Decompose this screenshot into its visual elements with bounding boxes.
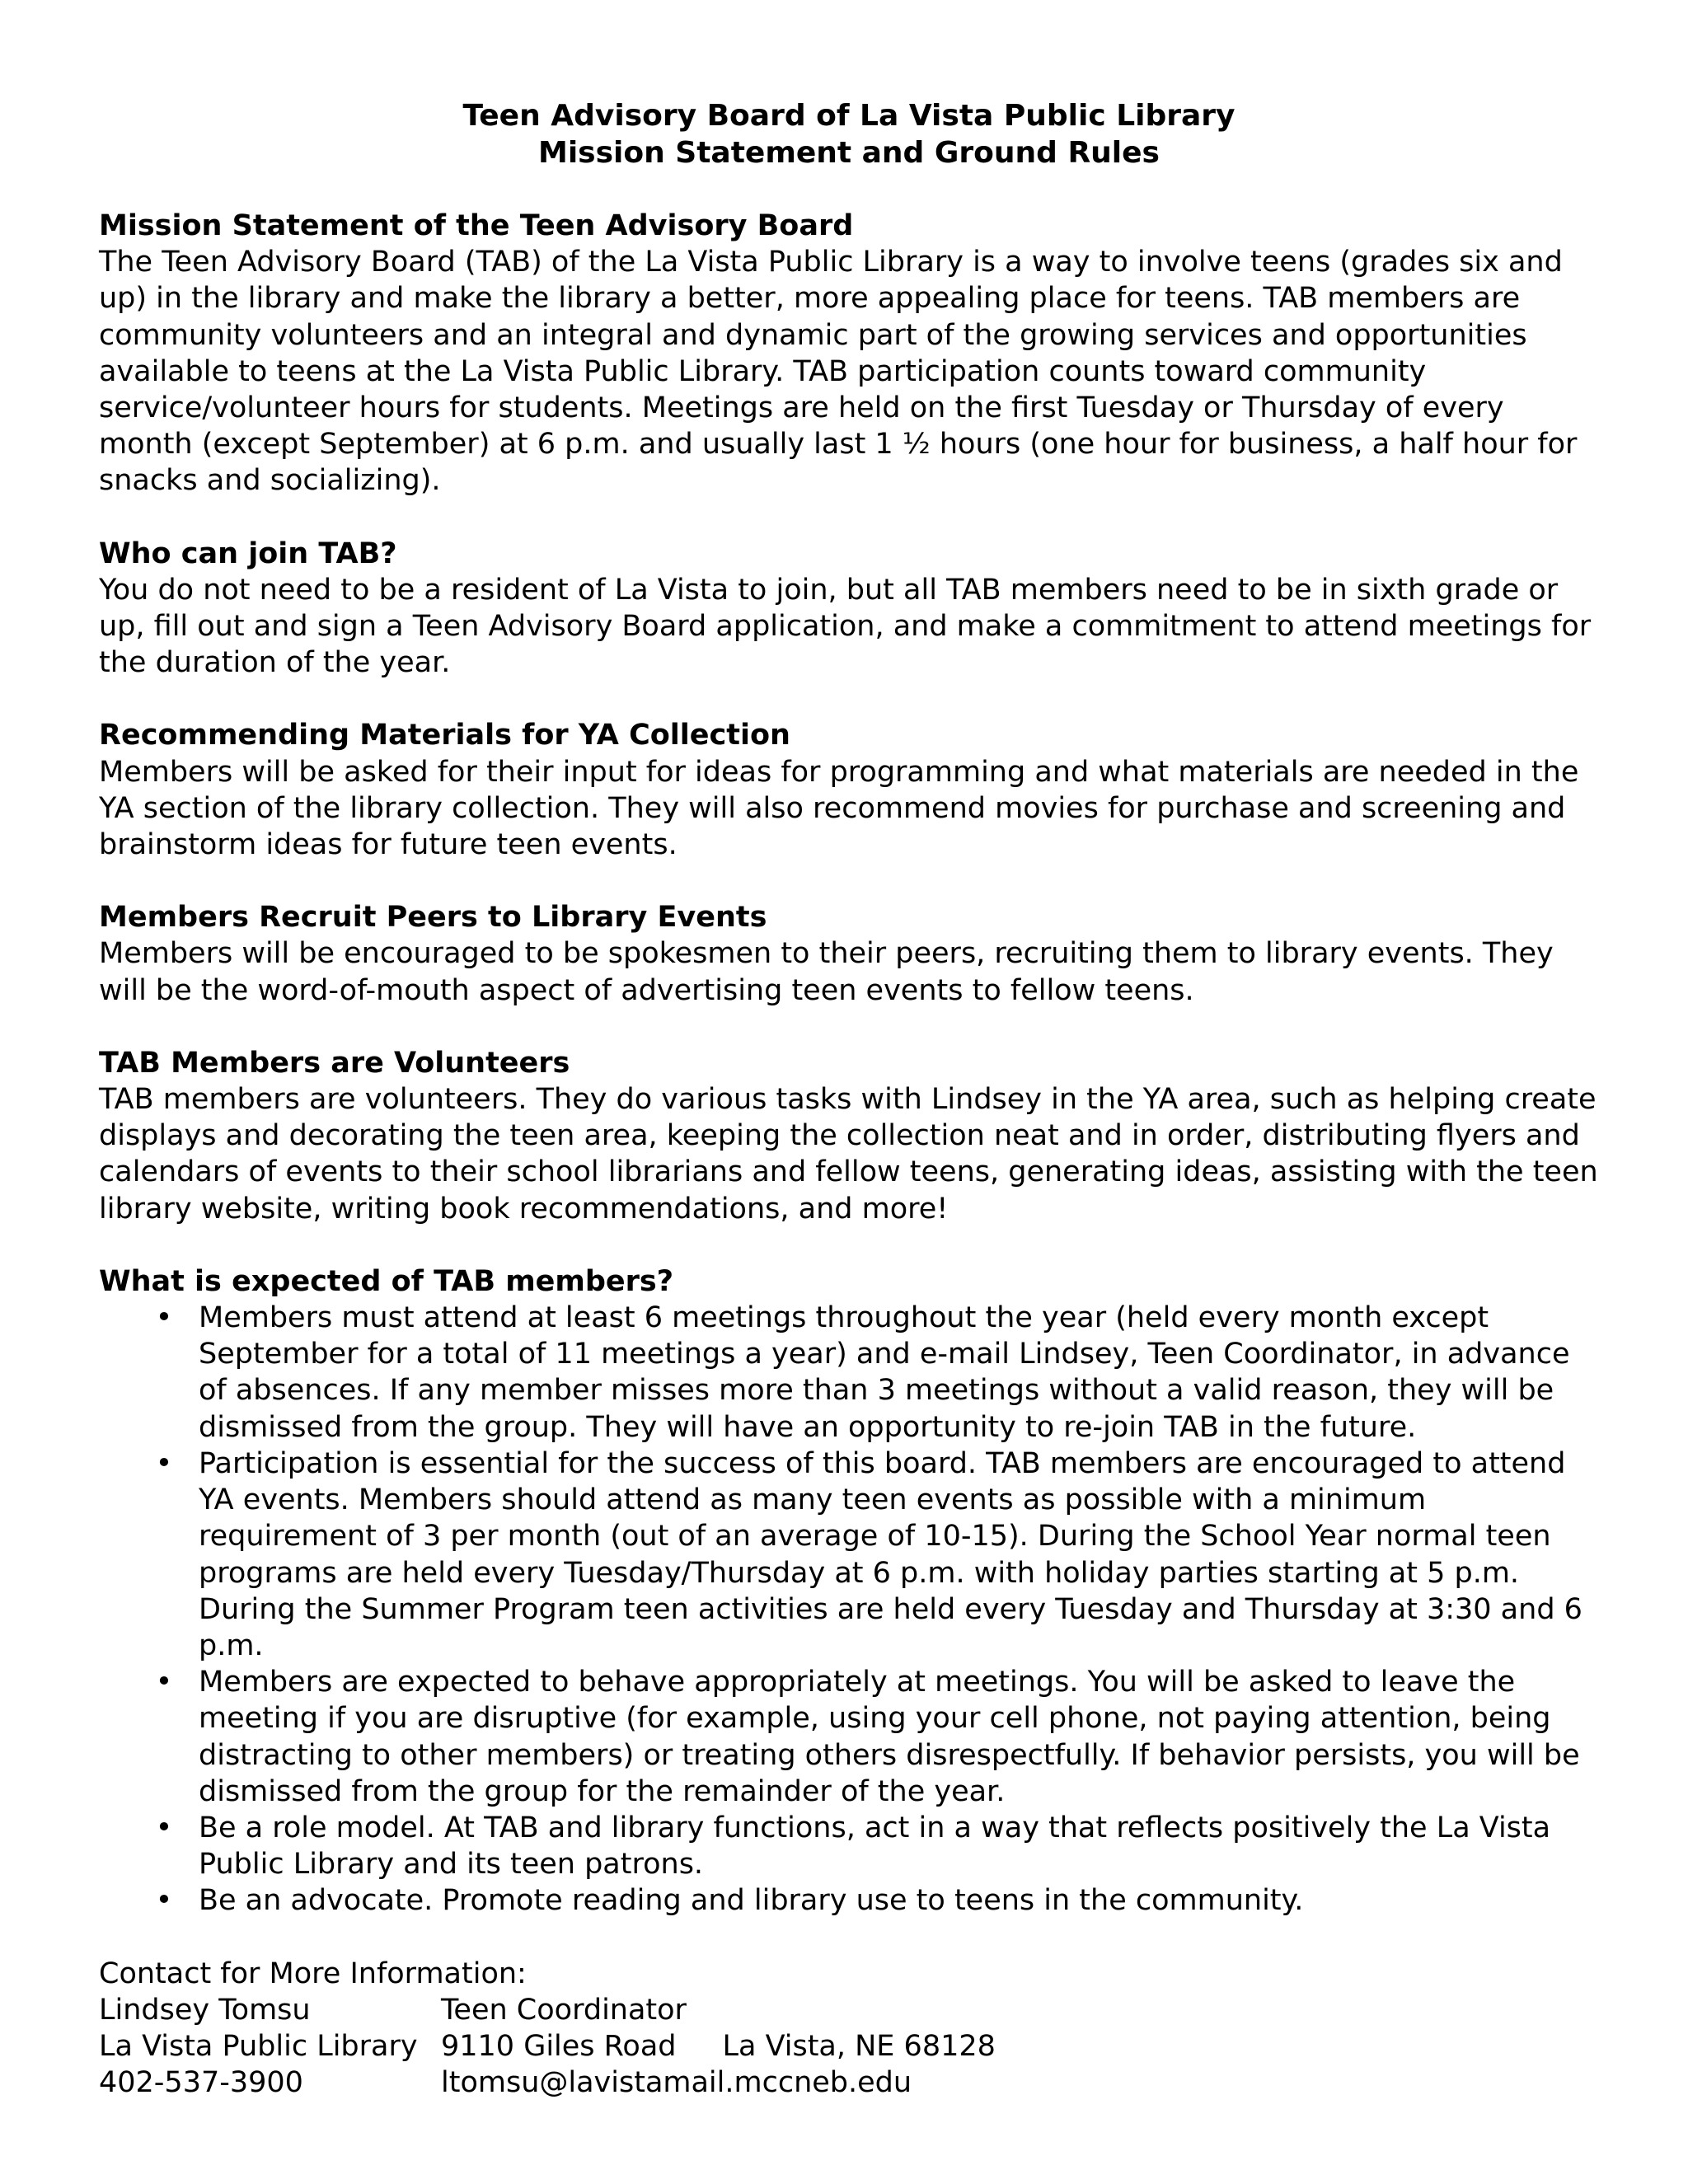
contact-phone: 402-537-3900: [99, 2066, 303, 2100]
bullet-icon: •: [155, 1666, 173, 1699]
contact-block: [99, 1956, 1599, 2102]
bullet-icon: •: [155, 1884, 173, 1918]
document-title: Teen Advisory Board of La Vista Public Library: [462, 99, 1236, 133]
section-body: TAB members are volunteers. They do various tasks with Lindsey in the YA area, such as helping create displays and decorating the teen area, keeping the collection neat and in order, distributing flyers and calendars of events to their school librarians and fellow teens, generating ideas, assisting with the teen library website, writing book recommendations, and more!: [99, 1083, 1598, 1226]
list-item-text: Members must attend at least 6 meetings throughout the year (held every month except September for a total of 11 meetings a year) and e-mail Lindsey, Teen Coordinator, in advance of absences. If any member misses more than 3 meetings without a valid reason, they will be dismissed from the group. They will have an opportunity to re-join TAB in the future.: [199, 1301, 1570, 1444]
contact-email: ltomsu@lavistamail.mccneb.edu: [441, 2066, 912, 2100]
section-heading: Who can join TAB?: [99, 537, 397, 570]
contact-heading: Contact for More Information:: [99, 1957, 527, 1990]
list-item: [99, 1882, 1599, 1919]
list-item: [99, 1446, 1599, 1664]
section-volunteers: [99, 1045, 1599, 1227]
list-item: [99, 1300, 1599, 1446]
section-heading: Members Recruit Peers to Library Events: [99, 901, 767, 935]
contact-row-name: [99, 1992, 1599, 2028]
bullet-icon: •: [155, 1446, 173, 1480]
contact-row-phone-email: [99, 2064, 1599, 2101]
list-item-text: Be a role model. At TAB and library functions, act in a way that reflects positively the La Vista Public Library and its teen patrons.: [199, 1811, 1551, 1882]
contact-city: La Vista, NE 68128: [722, 2029, 996, 2063]
contact-street: 9110 Giles Road: [441, 2029, 677, 2063]
section-expectations: [99, 1263, 1599, 1919]
section-heading: Recommending Materials for YA Collection: [99, 719, 790, 752]
document-subtitle: Mission Statement and Ground Rules: [538, 136, 1160, 170]
section-heading: TAB Members are Volunteers: [99, 1046, 570, 1080]
list-item: [99, 1664, 1599, 1810]
section-body: Members will be encouraged to be spokesmen to their peers, recruiting them to library events. They will be the word-of-mouth aspect of advertising teen events to fellow teens.: [99, 937, 1554, 1007]
list-item-text: Participation is essential for the success of this board. TAB members are encouraged to attend YA events. Members should attend as many teen events as possible with a minimum requirement of 3 per month (out of an average of 10-15). During the School Year normal teen programs are held every Tuesday/Thursday at 6 p.m. with holiday parties starting at 5 p.m. During the Summer Program teen activities are held every Tuesday and Thursday at 3:30 and 6 p.m.: [199, 1446, 1582, 1662]
section-recruit-peers: [99, 899, 1599, 1009]
section-heading: Mission Statement of the Teen Advisory Board: [99, 209, 854, 242]
expectations-list: [99, 1300, 1599, 1919]
document-page: [99, 97, 1599, 2101]
bullet-icon: •: [155, 1811, 173, 1844]
list-item: [99, 1810, 1599, 1882]
bullet-icon: •: [155, 1301, 173, 1335]
section-body: Members will be asked for their input for ideas for programming and what materials are needed in the YA section of the library collection. They will also recommend movies for purchase and screening and brainstorm ideas for future teen events.: [99, 755, 1579, 862]
contact-library: La Vista Public Library: [99, 2029, 418, 2063]
contact-row-address: [99, 2028, 1599, 2064]
contact-name: Lindsey Tomsu: [99, 1993, 311, 2027]
list-item-text: Members are expected to behave appropriately at meetings. You will be asked to leave the meeting if you are disruptive (for example, using your cell phone, not paying attention, being distracting to other members) or treating others disrespectfully. If behavior persists, you will be dismissed from the group for the remainder of the year.: [199, 1666, 1580, 1808]
section-body: You do not need to be a resident of La Vista to join, but all TAB members need to be in sixth grade or up, fill out and sign a Teen Advisory Board application, and make a commitment to attend meetings for the duration of the year.: [99, 573, 1592, 680]
section-recommending-materials: [99, 717, 1599, 863]
section-body: The Teen Advisory Board (TAB) of the La Vista Public Library is a way to involve teens (grades six and up) in the library and make the library a better, more appealing place for teens. TAB members are community volunteers and an integral and dynamic part of the growing services and opportunities available to teens at the La Vista Public Library. TAB participation counts toward community service/volunteer hours for students. Meetings are held on the first Tuesday or Thursday of every month (except September) at 6 p.m. and usually last 1 ½ hours (one hour for business, a half hour for snacks and socializing).: [99, 246, 1578, 498]
section-heading: What is expected of TAB members?: [99, 1264, 674, 1298]
list-item-text: Be an advocate. Promote reading and library use to teens in the community.: [199, 1884, 1304, 1918]
section-who-can-join: [99, 536, 1599, 682]
title-block: [99, 97, 1599, 171]
section-mission: [99, 208, 1599, 499]
contact-role: Teen Coordinator: [441, 1993, 687, 2027]
